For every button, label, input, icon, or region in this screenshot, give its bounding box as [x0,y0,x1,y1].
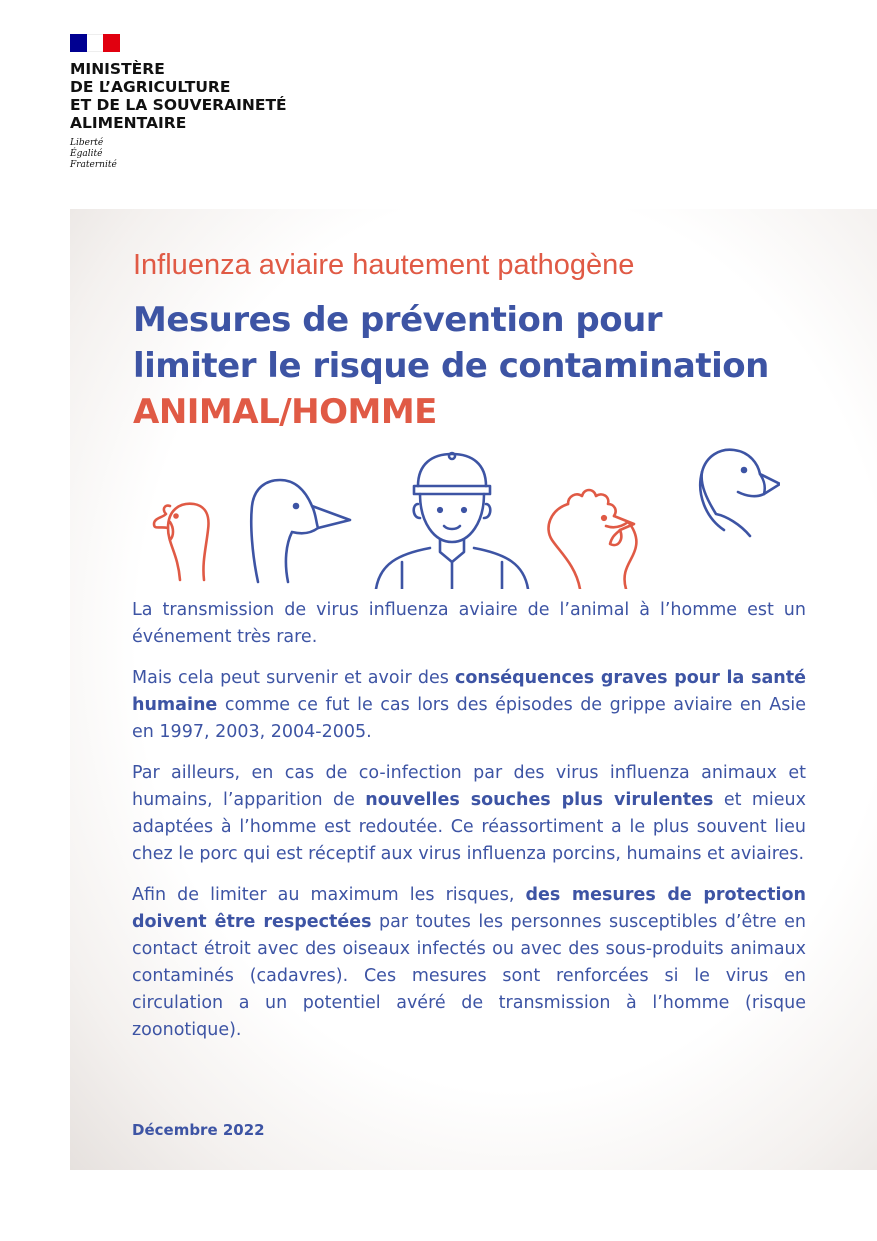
rooster-icon [549,490,637,589]
goose-icon [251,480,350,582]
french-flag-logo [70,34,120,52]
ministry-header [70,34,287,171]
republic-motto: Liberté Égalité Fraternité [70,138,117,170]
paragraph-consequences: Mais cela peut survenir et avoir des conséquences graves pour la santé humaine comme ce fut le cas lors des épisodes de grippe aviaire en Asie en 1997, 2003, 2004-2005. [132,668,806,742]
paragraph-protection: Afin de limiter au maximum les risques, des mesures de protection doivent être respectées par toutes les personnes susceptibles d’être en contact étroit avec des oiseaux infectés ou avec des sous-produits animaux contaminés (cadavres). Ces mesures sont renforcées si le virus en circulation a un potentiel avéré de transmission à l’homme (risque zoonotique). [132,885,806,1040]
duck-icon [700,450,780,536]
content-card [70,209,877,1170]
paragraph-coinfection: Par ailleurs, en cas de co-infection par des virus influenza animaux et humains, l’apparition de nouvelles souches plus virulentes et mieux adaptées à l’homme est redoutée. Ce réassortiment a le plus souvent lieu chez le porc qui est réceptif aux virus influenza porcins, humains et aviaires. [132,763,806,864]
document-body [132,597,806,1058]
publication-date: Décembre 2022 [132,1121,265,1139]
document-title: Mesures de prévention pour limiter le risque de contamination ANIMAL/HOMME [133,300,769,432]
turkey-icon [154,504,208,580]
ministry-name: MINISTÈRE DE L’AGRICULTURE ET DE LA SOUVERAINETÉ ALIMENTAIRE [70,60,287,132]
document-subtitle: Influenza aviaire hautement pathogène [133,249,635,281]
animals-and-farmer-illustration [140,444,780,589]
farmer-icon [376,453,528,589]
paragraph-rarity: La transmission de virus influenza aviaire de l’animal à l’homme est un événement très rare. [132,600,806,647]
